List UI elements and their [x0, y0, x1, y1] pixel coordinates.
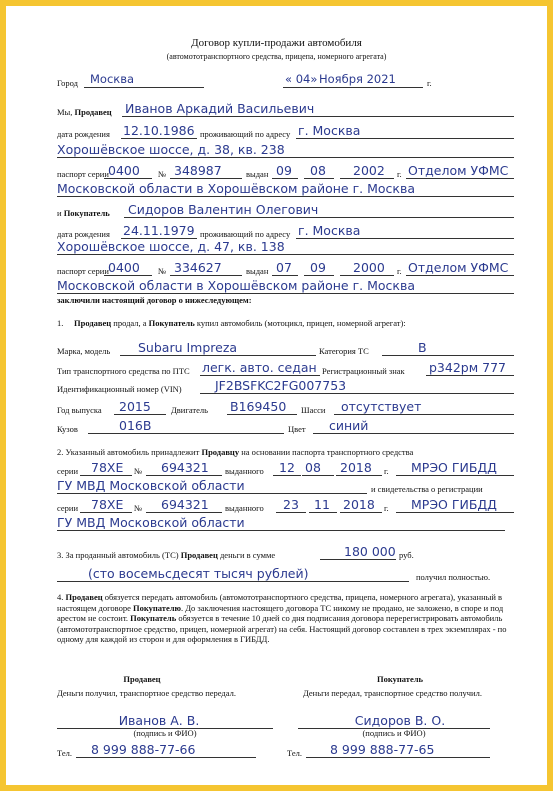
amount-value: 180 000 [344, 544, 396, 559]
reg-line [426, 375, 514, 376]
pts-month-line [302, 475, 334, 476]
pts-issuer-a-line [396, 475, 514, 476]
seller-year-suffix: г. [397, 169, 402, 179]
buyer-signature-title: Покупатель [376, 674, 424, 684]
buyer-street-line [57, 254, 514, 255]
buyer-signature: Сидоров В. О. [354, 713, 446, 728]
date-day: « 04» [285, 72, 318, 86]
seller-passport-label: паспорт серии [57, 169, 109, 179]
pts-type-value: легк. авто. седан [202, 360, 317, 375]
buyer-passport-number: 334627 [174, 260, 222, 275]
buyer-series-line [104, 275, 152, 276]
buyer-signature-caption: (подпись и ФИО) [362, 728, 426, 738]
buyer-phone-line [306, 757, 490, 758]
and-certificate-label: и свидетельства о регистрации [371, 484, 483, 494]
seller-phone-label: Тел. [57, 748, 73, 758]
currency-label: руб. [399, 550, 414, 560]
seller-signature-note: Деньги получил, транспортное средство передал. [57, 688, 236, 698]
vin-value: JF2BSFKC2FG007753 [215, 378, 347, 393]
buyer-signature-note: Деньги передал, транспортное средство получил. [303, 688, 482, 698]
pts-number-value: 694321 [161, 460, 209, 475]
buyer-issuer-line1-rule [406, 275, 514, 276]
city-value: Москва [90, 72, 135, 86]
amount-words: (сто восемьсдесят тысяч рублей) [88, 566, 309, 581]
buyer-year-suffix: г. [397, 266, 402, 276]
buyer-no-label: № [158, 266, 167, 276]
buyer-passport-series: 0400 [108, 260, 140, 275]
seller-day-line [272, 178, 298, 179]
vin-label: Идентификационный номер (VIN) [57, 384, 182, 394]
seller-issuer-line1-rule [406, 178, 514, 179]
seller-passport-series: 0400 [108, 163, 140, 178]
buyer-issuer-line1: Отделом УФМС [408, 260, 509, 275]
buyer-name-line [124, 217, 514, 218]
seller-issued-label: выдан [246, 169, 269, 179]
seller-dob: 12.10.1986 [123, 123, 195, 138]
seller-city: г. Москва [298, 123, 361, 138]
pts-issuer-a: МРЭО ГИБДД [411, 460, 497, 475]
seller-passport-number: 348987 [174, 163, 222, 178]
cert-year-suffix: г. [384, 503, 389, 513]
seller-issuer-line2-rule [57, 196, 514, 197]
buyer-issuer-line2-rule [57, 293, 514, 294]
chassis-line [334, 414, 514, 415]
cert-issuer-b-line [57, 530, 505, 531]
buyer-dob: 24.11.1979 [123, 223, 195, 238]
color-line [313, 433, 514, 434]
year-value: 2015 [119, 399, 151, 414]
cert-issuer-a: МРЭО ГИБДД [411, 497, 497, 512]
pts-type-label: Тип транспортного средства по ПТС [57, 366, 190, 376]
section1-intro: 1. Продавец продал, а Покупатель купил автомобиль (мотоцикл, прицеп, номерной агрегат): [57, 318, 406, 328]
chassis-value: отсутствует [341, 399, 422, 414]
seller-phone: 8 999 888-77-66 [91, 742, 196, 757]
buyer-issued-month: 09 [310, 260, 326, 275]
cert-series-label: серии [57, 503, 78, 513]
cert-issued-year: 2018 [343, 497, 375, 512]
page-title: Договор купли-продажи автомобиля [191, 37, 362, 49]
seller-signature: Иванов А. В. [118, 713, 200, 728]
year-line [114, 414, 166, 415]
seller-series-line [104, 178, 152, 179]
color-value: синий [329, 418, 369, 433]
year-label: Год выпуска [57, 405, 102, 415]
reg-label: Регистрационный знак [322, 366, 405, 376]
body-value: 016В [119, 418, 152, 433]
seller-signature-title: Продавец [123, 674, 161, 684]
seller-intro: Мы, Продавец [57, 107, 112, 117]
body-label: Кузов [57, 424, 78, 434]
buyer-phone-label: Тел. [287, 748, 303, 758]
pts-day-line [273, 475, 301, 476]
cert-issued-label: выданного [225, 503, 264, 513]
pts-issuer-b-line [57, 493, 367, 494]
date-line [283, 87, 423, 88]
amount-line [320, 559, 396, 560]
seller-city-line [296, 138, 514, 139]
seller-dob-line [121, 138, 197, 139]
pts-series-label: серии [57, 466, 78, 476]
buyer-day-line [272, 275, 298, 276]
cert-issuer-a-line [396, 512, 514, 513]
buyer-month-line [304, 275, 334, 276]
buyer-passport-label: паспорт серии [57, 266, 109, 276]
seller-no-label: № [158, 169, 167, 179]
date-year-suffix: г. [427, 78, 432, 88]
buyer-issuer-line2: Московской области в Хорошёвском районе г. Москва [57, 278, 415, 293]
buyer-dob-label: дата рождения [57, 229, 110, 239]
date-month-year: Ноября 2021 [319, 72, 396, 86]
pts-number-line [146, 475, 222, 476]
seller-street: Хорошёвское шоссе, д. 38, кв. 238 [57, 142, 285, 157]
pts-series-line [80, 475, 132, 476]
section4-paragraph: 4. Продавец обязуется передать автомобиль (автомототранспортного средства, прицепа, номерного агрегата), указанный в настоящем договоре Покупателю. До заключения настоящего договора ТС никому не продано, не заложено, в споре и под арестом не состоит. Покупатель обязуется в течение 10 дней со дня подписания договора перерегистрировать автомобиль (автомототранспортное средство, прицеп, номерной агрегат) на себя. Настоящий договор составлен в трех экземплярах - по одному для каждой из сторон и для оформления в ГИБДД. [57, 592, 507, 645]
engine-line [227, 414, 297, 415]
make-label: Марка, модель [57, 346, 111, 356]
pts-issuer-b: ГУ МВД Московской области [57, 478, 245, 493]
seller-signature-caption: (подпись и ФИО) [133, 728, 197, 738]
seller-street-line [57, 157, 514, 158]
cert-no-label: № [134, 503, 143, 513]
category-value: В [418, 340, 427, 355]
seller-phone-line [76, 757, 256, 758]
city-line [84, 87, 204, 88]
seller-issuer-line2: Московской области в Хорошёвском районе г. Москва [57, 181, 415, 196]
buyer-name: Сидоров Валентин Олегович [128, 202, 319, 217]
seller-number-line [170, 178, 242, 179]
pts-issued-day: 12 [279, 460, 295, 475]
buyer-issued-day: 07 [276, 260, 292, 275]
seller-issuer-line1: Отделом УФМС [408, 163, 509, 178]
category-line [382, 355, 514, 356]
make-value: Subaru Impreza [138, 340, 238, 355]
cert-issued-month: 11 [314, 497, 330, 512]
buyer-city: г. Москва [298, 223, 361, 238]
pts-type-line [200, 375, 320, 376]
received-label: получил полностью. [416, 572, 491, 582]
cert-number-value: 694321 [161, 497, 209, 512]
seller-issued-year: 2002 [353, 163, 385, 178]
color-label: Цвет [288, 424, 306, 434]
make-line [120, 355, 316, 356]
city-label: Город [57, 78, 78, 88]
category-label: Категория ТС [319, 346, 369, 356]
section2-intro: 2. Указанный автомобиль принадлежит Продавцу на основании паспорта транспортного средства [57, 447, 414, 457]
body-line [88, 433, 284, 434]
seller-issued-day: 09 [276, 163, 292, 178]
buyer-number-line [170, 275, 242, 276]
amount-words-line [57, 581, 409, 582]
cert-issuer-b: ГУ МВД Московской области [57, 515, 245, 530]
buyer-year-line [340, 275, 394, 276]
concluded-heading: заключили настоящий договор о нижеследующем: [57, 295, 252, 305]
pts-issued-year: 2018 [340, 460, 372, 475]
buyer-city-line [296, 238, 514, 239]
buyer-intro: и Покупатель [57, 208, 110, 218]
cert-series-value: 78ХЕ [91, 497, 124, 512]
pts-issued-label: выданного [225, 466, 264, 476]
seller-month-line [304, 178, 334, 179]
cert-number-line [146, 512, 222, 513]
seller-address-label: проживающий по адресу [200, 129, 291, 139]
buyer-issued-year: 2000 [353, 260, 385, 275]
cert-series-line [80, 512, 132, 513]
seller-name-line [122, 116, 514, 117]
chassis-label: Шасси [301, 405, 326, 415]
page-subtitle: (автомототранспортного средства, прицепа, номерного агрегата) [166, 52, 387, 61]
vin-line [200, 393, 514, 394]
buyer-address-label: проживающий по адресу [200, 229, 291, 239]
buyer-issued-label: выдан [246, 266, 269, 276]
pts-issued-month: 08 [305, 460, 321, 475]
pts-year-suffix: г. [384, 466, 389, 476]
cert-month-line [309, 512, 337, 513]
engine-label: Двигатель [171, 405, 209, 415]
seller-issued-month: 08 [310, 163, 326, 178]
seller-name: Иванов Аркадий Васильевич [125, 101, 315, 116]
pts-year-line [336, 475, 382, 476]
seller-year-line [340, 178, 394, 179]
pts-no-label: № [134, 466, 143, 476]
buyer-street: Хорошёвское шоссе, д. 47, кв. 138 [57, 239, 285, 254]
seller-dob-label: дата рождения [57, 129, 110, 139]
reg-value: р342рм 777 [429, 360, 506, 375]
pts-series-value: 78ХЕ [91, 460, 124, 475]
section3-intro: 3. За проданный автомобиль (ТС) Продавец деньги в сумме [57, 550, 276, 560]
buyer-phone: 8 999 888-77-65 [330, 742, 435, 757]
cert-day-line [276, 512, 306, 513]
cert-year-line [340, 512, 382, 513]
engine-value: В169450 [230, 399, 287, 414]
cert-issued-day: 23 [283, 497, 299, 512]
